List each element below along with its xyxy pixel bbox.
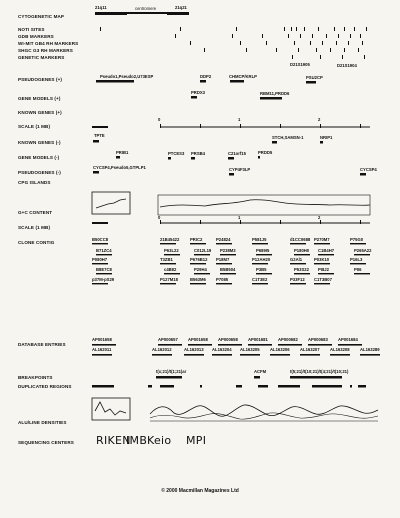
database-entry-label: AP000682 — [278, 337, 298, 342]
gene-model-minus-label: PRSB4 — [191, 151, 205, 156]
marker-tick — [330, 48, 331, 52]
duplicated-region-bar — [312, 385, 342, 388]
clone-label: P75G0 — [350, 237, 364, 242]
clone-bar — [350, 243, 366, 244]
marker-tick — [338, 34, 339, 38]
database-entry-label: AL163206 — [270, 347, 290, 352]
label-sequencing-centers: SEQUENCING CENTERS — [18, 440, 74, 445]
clone-label: P63L22 — [164, 248, 179, 253]
clone-bar — [160, 263, 176, 264]
breakpoint-label: t(5;21)/t(10;21)/t(4;21)/t(10;21) — [290, 369, 349, 374]
duplicated-region-bar — [200, 385, 202, 388]
label-noti-sites: NOTI SITES — [18, 27, 45, 32]
gene-feature — [191, 96, 197, 99]
database-entry-label: AL162012 — [152, 347, 172, 352]
sequencing-center-mpi: MPI — [186, 434, 207, 447]
duplicated-region-bar — [236, 385, 242, 388]
known-gene-minus-label: TPTE — [94, 133, 105, 138]
clone-bar — [252, 283, 268, 284]
marker-tick — [294, 41, 295, 45]
label-wi-mit-markers: WI-MIT GB4 RH MARKERS — [18, 41, 79, 46]
database-entry-label: AL162013 — [184, 347, 204, 352]
clone-bar — [216, 283, 232, 284]
database-entry-bar — [218, 344, 242, 346]
database-entry-bar — [330, 354, 350, 356]
marker-tick — [344, 27, 345, 31]
label-known-genes-minus: KNOWN GENES (-) — [18, 140, 61, 145]
clone-label: P270M7 — [314, 237, 330, 242]
clone-bar — [252, 263, 268, 264]
cyto-band-right: 21q21 — [175, 5, 187, 10]
clone-bar — [290, 263, 306, 264]
marker-tick — [342, 55, 343, 59]
clone-bar — [216, 243, 232, 244]
database-entry-label: AP000657 — [158, 337, 178, 342]
pseudogene-plus-label: CHMCP/KRLP — [229, 74, 257, 79]
gene-feature — [116, 156, 120, 159]
gene-feature — [306, 81, 316, 84]
marker-tick — [296, 27, 297, 31]
marker-tick — [364, 55, 365, 59]
clone-label: P12AH20 — [252, 257, 271, 262]
marker-tick — [292, 55, 293, 59]
database-entry-label: AP000658 — [218, 337, 238, 342]
pseudogene-plus-label: Pseudo1,Pseudo2,U73ESP — [100, 74, 154, 79]
known-gene-minus-label: NRIP1 — [320, 135, 333, 140]
label-pseudogenes-minus: PSEUDOGENES (-) — [18, 170, 61, 175]
scale-tick-label: 1 — [238, 215, 241, 220]
clone-label: P18M7 — [216, 257, 230, 262]
database-entry-bar — [184, 354, 204, 356]
cyto-centromere: centromere — [135, 6, 157, 11]
breakpoint-bar — [254, 376, 260, 379]
marker-tick — [312, 34, 313, 38]
clone-bar — [314, 283, 330, 284]
clone-label: c4B82 — [164, 267, 177, 272]
label-known-genes-plus: KNOWN GENES (+) — [18, 110, 62, 115]
gene-feature — [191, 157, 195, 160]
marker-tick — [276, 48, 277, 52]
clone-bar — [194, 273, 210, 274]
marker-tick — [175, 34, 176, 38]
breakpoint-bars — [92, 376, 366, 388]
duplicated-region-bar — [350, 385, 352, 388]
marker-tick — [358, 48, 359, 52]
scale-tick-label: 0 — [158, 117, 161, 122]
clone-label: P33F12 — [290, 277, 305, 282]
database-entry-bar — [212, 354, 232, 356]
database-entry-label: AL163207 — [300, 347, 320, 352]
marker-tick — [236, 27, 237, 31]
clone-bar — [164, 254, 180, 255]
marker-tick — [310, 41, 311, 45]
clone-label: B5B504 — [220, 267, 236, 272]
scale-tick-label: 2 — [318, 215, 321, 220]
marker-tick — [320, 55, 321, 59]
clone-bar — [314, 263, 330, 264]
marker-tick — [348, 41, 349, 45]
database-entry-bar — [92, 344, 116, 346]
gc-content-curve — [160, 200, 370, 207]
copyright-footer: © 2000 Macmillan Magazines Ltd — [161, 488, 239, 494]
clone-bar — [354, 254, 370, 255]
marker-tick — [318, 27, 319, 31]
marker-tick — [334, 27, 335, 31]
database-entry-label: AL162011 — [92, 347, 112, 352]
clone-bar — [314, 243, 330, 244]
database-entry-label: AL163204 — [212, 347, 232, 352]
clone-label: G2Al1 — [290, 257, 303, 262]
marker-tick — [232, 34, 233, 38]
clone-bar — [160, 243, 176, 244]
database-entry-bar — [338, 344, 362, 346]
gene-feature — [93, 171, 99, 174]
label-breakpoints: BREAKPOINTS — [18, 375, 53, 380]
label-gc-content: G+C CONTENT — [18, 210, 53, 215]
database-entry-label: AP001681 — [248, 337, 268, 342]
sequencing-center-riken: RIKEN — [96, 434, 131, 447]
marker-tick — [246, 48, 247, 52]
gc-content-legend-curve — [96, 199, 126, 208]
marker-tick — [362, 41, 363, 45]
gene-feature — [272, 141, 277, 144]
duplicated-region-bar — [148, 385, 152, 388]
duplicated-region-bar — [258, 385, 268, 388]
gene-feature — [168, 157, 171, 160]
marker-tick — [100, 27, 101, 31]
marker-tick — [350, 34, 351, 38]
clone-label: B8E7C8 — [96, 267, 112, 272]
cyto-band-left: 21q11 — [95, 5, 107, 10]
marker-tick — [354, 27, 355, 31]
clone-bar — [290, 243, 306, 244]
marker-tick — [326, 34, 327, 38]
database-entry-label: AL163289 — [360, 347, 380, 352]
clone-bar — [216, 263, 232, 264]
gc-content-box — [92, 192, 130, 214]
database-entry-bar — [240, 354, 260, 356]
clone-bar — [92, 283, 108, 284]
marker-tick — [366, 27, 367, 31]
marker-tick — [204, 48, 205, 52]
label-cytogenetic-map: CYTOGENETIC MAP — [18, 14, 65, 19]
marker-tick — [322, 41, 323, 45]
clone-label: p37M-pS29 — [92, 277, 115, 282]
clone-label: d1CC0688 — [290, 237, 311, 242]
database-entry-bar — [248, 344, 272, 346]
pseudogene-plus-label: PSU2CP — [306, 75, 323, 80]
database-entry-bar — [270, 354, 290, 356]
marker-tick — [360, 34, 361, 38]
clone-label: P16L3 — [350, 257, 363, 262]
breakpoint-bar — [156, 376, 182, 379]
marker-tick — [336, 41, 337, 45]
clone-bar — [318, 254, 334, 255]
clone-label: P03K10 — [314, 257, 330, 262]
database-entry-bar — [360, 354, 380, 356]
gene-feature — [360, 173, 366, 176]
clone-bar — [96, 254, 112, 255]
marker-tick — [288, 34, 289, 38]
label-duplicated-regions: DUPLICATED REGIONS — [18, 384, 72, 389]
gene-model-plus-label: PRDX3 — [191, 90, 205, 95]
clone-bar — [256, 273, 272, 274]
clone-label: P3B5 — [256, 267, 267, 272]
clone-label: C1T3E2 — [252, 277, 268, 282]
clone-bar — [294, 273, 310, 274]
gene-feature — [230, 80, 244, 83]
pseudogene-minus-label: CYCSP4 — [360, 167, 377, 172]
gene-feature — [228, 157, 234, 160]
database-entry-label: AP001658 — [188, 337, 208, 342]
clone-bar — [350, 263, 366, 264]
sequencing-center-imb: IMB — [126, 434, 148, 447]
clone-label: P265A22 — [354, 248, 372, 253]
clone-label: B50CC8 — [92, 237, 109, 242]
clone-bar — [190, 243, 206, 244]
duplicated-region-bar — [358, 385, 366, 388]
pseudogene-plus-label: DDP2 — [200, 74, 212, 79]
clone-bar — [294, 254, 310, 255]
clone-bar — [92, 243, 108, 244]
gene-feature — [93, 140, 99, 143]
alu-density-legend-curve — [95, 402, 126, 415]
gene-model-plus-label: RBM11,PRDD6 — [260, 91, 290, 96]
clone-label: P24824 — [216, 237, 231, 242]
clone-label: P689I5 — [256, 248, 270, 253]
clone-bar — [96, 273, 112, 274]
breakpoint-bar — [290, 376, 342, 379]
duplicated-region-bar — [92, 385, 114, 388]
label-cpg-islands: CPG ISLANDS — [18, 180, 51, 185]
gene-model-minus-label: PRIB1 — [116, 150, 129, 155]
clone-bar — [318, 273, 334, 274]
clone-bar — [354, 273, 370, 274]
clone-bar — [160, 283, 176, 284]
duplicated-region-bar — [160, 385, 174, 388]
database-entry-label: AP001658 — [92, 337, 112, 342]
clone-label: B563M6 — [190, 277, 206, 282]
clone-label: PRIC2 — [190, 237, 203, 242]
clone-label: 21B45422 — [160, 237, 180, 242]
label-genetic-markers: GENETIC MARKERS — [18, 55, 65, 60]
gene-feature — [229, 173, 234, 176]
genetic-marker-label: D21S1904 — [337, 63, 357, 68]
label-gene-models-minus: GENE MODELS (-) — [18, 155, 60, 160]
gene-feature — [96, 80, 134, 83]
marker-tick — [298, 48, 299, 52]
known-gene-minus-label: STCH,SAMSN-1 — [272, 135, 304, 140]
database-entry-label: AP000683 — [308, 337, 328, 342]
clone-label: PII6 — [354, 267, 362, 272]
sequencing-center-keio: Keio — [147, 434, 172, 447]
database-entry-bar — [92, 354, 112, 356]
gene-feature — [258, 156, 260, 159]
breakpoint-label: ACFM — [254, 369, 267, 374]
marker-tick — [180, 27, 181, 31]
clone-bar — [220, 273, 236, 274]
clone-label: P53S22 — [294, 267, 309, 272]
label-clone-contig: CLONE CONTIG — [18, 240, 55, 245]
marker-tick — [316, 48, 317, 52]
label-scale-top: SCALE (1 MB) — [18, 124, 51, 129]
clone-bar — [220, 254, 236, 255]
gene-model-minus-label: PTCES3 — [168, 151, 185, 156]
clone-label: P7085 — [216, 277, 229, 282]
marker-tick — [190, 41, 191, 45]
clone-label: C1T3B07 — [314, 277, 332, 282]
database-entry-label: AL163208 — [330, 347, 350, 352]
marker-tick — [266, 41, 267, 45]
marker-tick — [304, 27, 305, 31]
clone-bar — [164, 273, 180, 274]
marker-ticks — [93, 27, 367, 224]
gene-feature — [260, 97, 282, 100]
clone-label: P180H0 — [294, 248, 310, 253]
pseudogene-minus-label: CYCSP4,Pseudo5,GTPLP1 — [93, 165, 146, 170]
clone-bar — [92, 263, 108, 264]
clone-bar — [256, 254, 272, 255]
marker-tick — [344, 48, 345, 52]
alu-density-box — [92, 398, 130, 420]
scale-tick-label: 0 — [158, 215, 161, 220]
marker-tick — [291, 27, 292, 31]
database-entry-label: AP001684 — [338, 337, 358, 342]
label-gdb-markers: GDB MARKERS — [18, 34, 54, 39]
clone-label: P080H7 — [92, 257, 108, 262]
gene-model-minus-label: C21orf15 — [228, 151, 246, 156]
database-entry-bar — [308, 344, 332, 346]
clone-bar — [190, 263, 206, 264]
clone-label: T3ZB1 — [160, 257, 173, 262]
clone-label: C012L19 — [194, 248, 212, 253]
gene-feature — [320, 141, 323, 144]
label-shgc-markers: SHGC G3 RH MARKERS — [18, 48, 73, 53]
label-pseudogenes-plus: PSEUDOGENES (+) — [18, 77, 63, 82]
label-gene-models-plus: GENE MODELS (+) — [18, 96, 61, 101]
duplicated-region-bar — [278, 385, 300, 388]
pseudogene-minus-label: CYP4F3LP — [229, 167, 251, 172]
database-entry-bar — [188, 344, 212, 346]
marker-tick — [300, 34, 301, 38]
gene-feature — [200, 80, 206, 83]
label-alu-line-densities: ALU/LINE DENSITIES — [18, 420, 67, 425]
label-database-entries: DATABASE ENTRIES — [18, 342, 66, 347]
clone-bar — [194, 254, 210, 255]
clone-bar — [190, 283, 206, 284]
scale-bar-top — [92, 126, 108, 128]
marker-tick — [262, 34, 263, 38]
marker-tick — [240, 41, 241, 45]
clone-label: P29H4 — [194, 267, 207, 272]
breakpoint-label: t(x;21)/t(1;21)ar — [156, 369, 187, 374]
clone-label: P581J5 — [252, 237, 267, 242]
marker-tick — [284, 27, 285, 31]
line-density-curve — [150, 413, 378, 419]
clone-bar — [252, 243, 268, 244]
gene-model-minus-label: PRDD5 — [258, 150, 273, 155]
database-entry-bar — [152, 354, 172, 356]
clone-bar — [290, 283, 306, 284]
clone-label: B71ZC4 — [96, 248, 112, 253]
database-entry-bar — [300, 354, 320, 356]
scale-tick-label: 2 — [318, 117, 321, 122]
database-entry-label: AL163205 — [240, 347, 260, 352]
clone-label: P238M3 — [220, 248, 236, 253]
clone-label: PI8J2 — [318, 267, 329, 272]
scale-bar-mid — [92, 222, 108, 224]
clone-label: P676B12 — [190, 257, 208, 262]
scale-tick-label: 1 — [238, 117, 241, 122]
cytogenetic-band-bar — [95, 12, 189, 15]
clone-label: C1B4H7 — [318, 248, 335, 253]
database-entry-bar — [158, 344, 182, 346]
genetic-marker-label: D21S1905 — [290, 62, 310, 67]
clone-label: P127M18 — [160, 277, 178, 282]
label-scale-mid: SCALE (1 MB) — [18, 225, 51, 230]
database-entry-bar — [278, 344, 302, 346]
